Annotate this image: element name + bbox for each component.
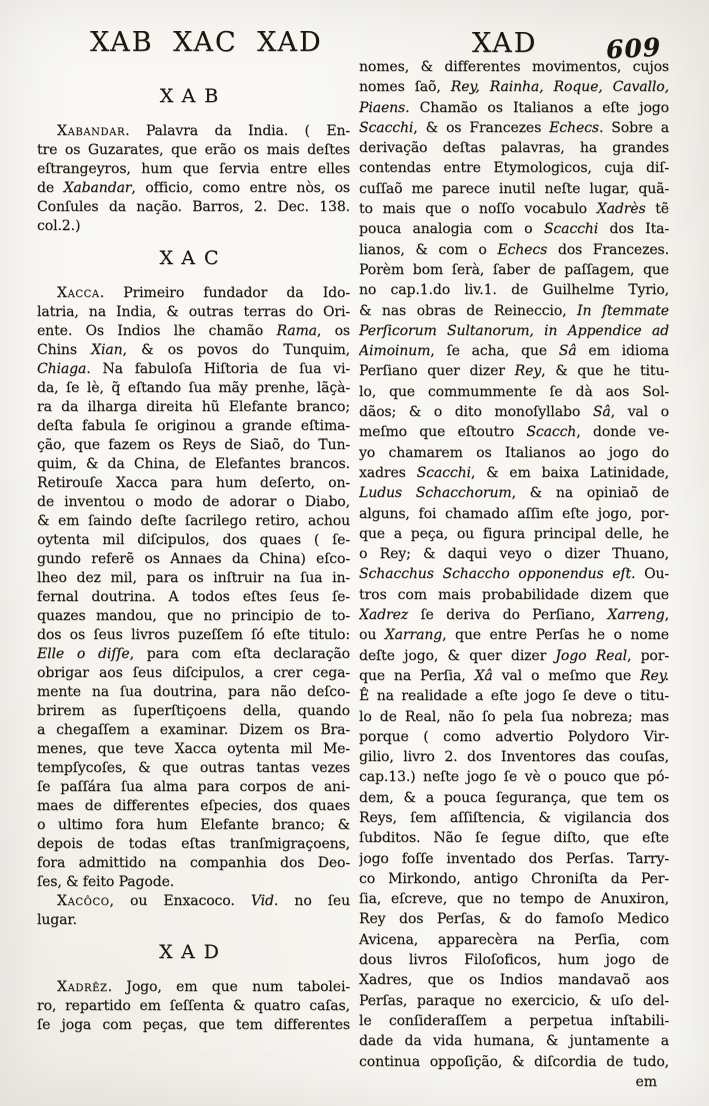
text-line: & nas obras de Reineccio, In ſtemmate — [359, 302, 669, 319]
running-header-left: XAB XAC XAD — [90, 27, 323, 58]
text-line: lo de Real, não ſo pela ſua nobreza; mas — [359, 708, 669, 725]
text-line: Xadrêz. Jogo, em que num tabolei- — [57, 979, 350, 995]
text-line: dãos; & o dito monoſyllabo Sâ, val o — [359, 404, 669, 421]
text-line: contendas entre Etymologicos, cuja diſ- — [359, 160, 669, 177]
text-line: cap.13.) neſte jogo ſe vè o pouco que pó- — [359, 769, 669, 786]
text-line: ſia, eſcreve, que no tempo de Anuxiron, — [359, 891, 669, 908]
section-heading: XAC — [159, 247, 228, 269]
text-line: cuſſaõ me parece inutil neſte lugar, quã- — [359, 180, 669, 197]
running-header-right: XAD — [472, 28, 538, 59]
text-line: que a peça, ou figura principal delle, he — [359, 525, 669, 542]
paragraph — [37, 892, 350, 930]
paragraph — [359, 57, 669, 1072]
text-line: Ludus Schacchorum, & na opiniaõ de — [359, 485, 669, 502]
text-line: da, ſe lè, q̃ eſtando ſua mãy prenhe, lãçà- — [37, 380, 350, 396]
text-line: ou Xarrang, que entre Perſas he o nome — [359, 627, 669, 644]
text-line: ſes, & feito Pagode. — [37, 874, 175, 890]
text-line: gundo referẽ os Annaes da China) eſco- — [37, 551, 350, 567]
text-line: continua oppoſição, & diſcordia de tudo, — [359, 1053, 669, 1070]
text-line: Retirouſe Xacca para hum deſerto, on- — [37, 475, 350, 491]
section-heading: XAB — [159, 85, 228, 107]
text-line: que na Perſia, Xâ val o meſmo que Rey. — [359, 667, 669, 684]
catchword: em — [635, 1073, 657, 1090]
text-line: nomes ſaõ, Rey, Rainha, Roque, Cavallo, — [359, 79, 669, 96]
left-column — [37, 84, 350, 1035]
text-line: Xacca. Primeiro fundador da Ido- — [57, 285, 350, 301]
text-line: Scacchi, & os Francezes Echecs. Sobre a — [359, 119, 669, 136]
text-line: de inventou o modo de adorar o Diabo, — [37, 494, 350, 510]
paragraph — [37, 122, 350, 236]
text-line: derivação deſtas palavras, ha grandes — [359, 140, 669, 157]
section-heading: XAD — [159, 941, 228, 963]
text-line: meſmo que eſtoutro Scacch, donde ve- — [359, 424, 669, 441]
text-line: ente. Os Indios lhe chamão Rama, os — [37, 323, 350, 339]
text-line: Xabandar. Palavra da India. ( En- — [57, 123, 350, 139]
text-line: ro, repartido em ſeſſenta & quatro caſas, — [37, 998, 350, 1014]
text-line: fernal doutrina. A todos eſtes ſeus ſe- — [37, 589, 350, 605]
text-line: Xacôco, ou Enxacoco. Vid. no ſeu — [57, 893, 350, 909]
text-line: no cap.1.do liv.1. de Guilhelme Tyrio, — [359, 282, 669, 299]
text-line: lheo dez mil, para os inſtruir na ſua in- — [37, 570, 350, 586]
text-line: tros com mais probabilidade dizem que — [359, 586, 669, 603]
right-column — [359, 57, 669, 1092]
text-line: dos os ſeus livros puzeſſem ſó eſte titulo: — [37, 627, 350, 643]
text-line: ſe joga com peças, que tem differentes — [37, 1017, 350, 1033]
text-line: tempſycoſes, & que outras tantas vezes — [37, 760, 350, 776]
paragraph — [37, 284, 350, 892]
text-line: oytenta mil diſcipulos, dos quaes ( ſe- — [37, 532, 350, 548]
text-line: le conſideraſſem a perpetua inſtabili- — [359, 1012, 669, 1029]
text-line: pouca analogia com o Scacchi dos Ita- — [359, 221, 669, 238]
text-line: Porèm bom ſerà, ſaber de paſſagem, que — [359, 261, 669, 278]
text-line: deſta fabula ſe originou a grande eſtima- — [37, 418, 350, 434]
text-line: Conſules da nação. Barros, 2. Dec. 138. — [37, 199, 350, 215]
text-line: maes de differentes eſpecies, dos quaes — [37, 798, 350, 814]
paragraph — [37, 978, 350, 1035]
text-line: Perſicorum Sultanorum, in Appendice ad — [359, 322, 669, 339]
text-line: menes, que teve Xacca oytenta mil Me- — [37, 741, 350, 757]
text-line: deſte jogo, & quer dizer Jogo Real, por- — [359, 647, 669, 664]
text-line: & em ſaindo deſte ſacrilego retiro, achou — [37, 513, 350, 529]
text-line: Piaens. Chamão os Italianos a eſte jogo — [359, 99, 669, 116]
text-line: lo, que commummente ſe dà aos Sol- — [359, 383, 669, 400]
text-line: de Xabandar, officio, como entre nòs, os — [37, 180, 350, 196]
text-line: o Rey; & daqui veyo o dizer Thuano, — [359, 546, 669, 563]
text-line: jogo foſſe inventado dos Perſas. Tarry- — [359, 850, 669, 867]
text-line: Reys, ſem aſſiſtencia, & vigilancia dos — [359, 809, 669, 826]
text-line: Perſiano quer dizer Rey, & que he titu- — [359, 363, 669, 380]
text-line: xadres Scacchi, & em baixa Latinidade, — [359, 464, 669, 481]
text-line: Chins Xian, & os povos do Tunquim, — [37, 342, 350, 358]
text-line: Chiaga. Na fabuloſa Hiſtoria de ſua vi- — [37, 361, 350, 377]
text-line: Elle o diſſe, para com eſta declaração — [37, 646, 350, 662]
text-line: gilio, livro 2. dos Inventores das couſas, — [359, 749, 669, 766]
text-line: nomes, & differentes movimentos, cujos — [359, 59, 669, 75]
text-line: a chegaſſem a examinar. Dizem os Bra- — [37, 722, 350, 738]
text-line: tre os Guzarates, que erão os mais deſtes — [37, 142, 350, 158]
text-line: eſtrangeyros, hum que ſervia entre elles — [37, 161, 350, 177]
text-line: o ultimo fora hum Elefante branco; & — [37, 817, 350, 833]
right-column-text — [359, 57, 669, 1072]
text-line: ſubditos. Não ſe ſegue diſto, que eſte — [359, 830, 669, 847]
text-line: mente na ſua doutrina, para não deſco- — [37, 684, 350, 700]
text-line: ra da ilharga direita hũ Elefante branco; — [37, 399, 350, 415]
text-line: Schacchus Schaccho opponendus eſt. Ou- — [359, 566, 669, 583]
text-line: brirem as ſuperſtiçoens della, quando — [37, 703, 350, 719]
text-line: Aimoinum, ſe acha, que Sâ em idioma — [359, 343, 669, 360]
text-line: Xadrez ſe deriva do Perſiano, Xarreng, — [359, 607, 669, 624]
text-line: Xadres, que os Indios mandavaõ aos — [359, 972, 669, 989]
text-line: depois de todas eſtas tranſmigraçoens, — [37, 836, 350, 852]
text-line: Perſas, paraque no exercicio, & uſo del- — [359, 992, 669, 1009]
text-line: alguns, foi chamado aſſim eſte jogo, por- — [359, 505, 669, 522]
text-line: ção, que fazem os Reys de Siaõ, do Tun- — [37, 437, 350, 453]
text-line: yo chamarem os Italianos ao jogo do — [359, 444, 669, 461]
text-line: quim, & da China, de Elefantes brancos. — [37, 456, 350, 472]
text-line: dous livros Filoſoficos, hum jogo de — [359, 952, 669, 969]
text-line: lugar. — [37, 912, 77, 928]
text-line: Ê na realidade a eſte jogo ſe deve o titu- — [359, 688, 669, 705]
text-line: quazes mandou, que no principio de to- — [37, 608, 350, 624]
text-line: porque ( como advertio Polydoro Vir- — [359, 728, 669, 745]
text-line: dade da vida humana, & juntamente a — [359, 1033, 669, 1050]
text-line: lianos, & com o Echecs dos Francezes. — [359, 241, 669, 258]
text-line: to mais que o noſſo vocabulo Xadrès tẽ — [359, 201, 669, 218]
text-line: co Mirkondo, antigo Chroniſta da Per- — [359, 870, 669, 887]
text-line: obrigar aos ſeus diſcipulos, a crer cega- — [37, 665, 350, 681]
text-line: Avicena, apparecèra na Perſia, com — [359, 931, 669, 948]
page-number: 609 — [605, 32, 662, 65]
text-line: ſe paſſára ſua alma para corpos de ani- — [37, 779, 350, 795]
text-line: Rey dos Perſas, & do famoſo Medico — [359, 911, 669, 928]
text-line: dem, & a pouca ſegurança, que tem os — [359, 789, 669, 806]
text-line: latria, na India, & outras terras do Ori- — [37, 304, 350, 320]
text-line: fora admittido na companhia dos Deo- — [37, 855, 350, 871]
text-line: col.2.) — [37, 218, 81, 234]
